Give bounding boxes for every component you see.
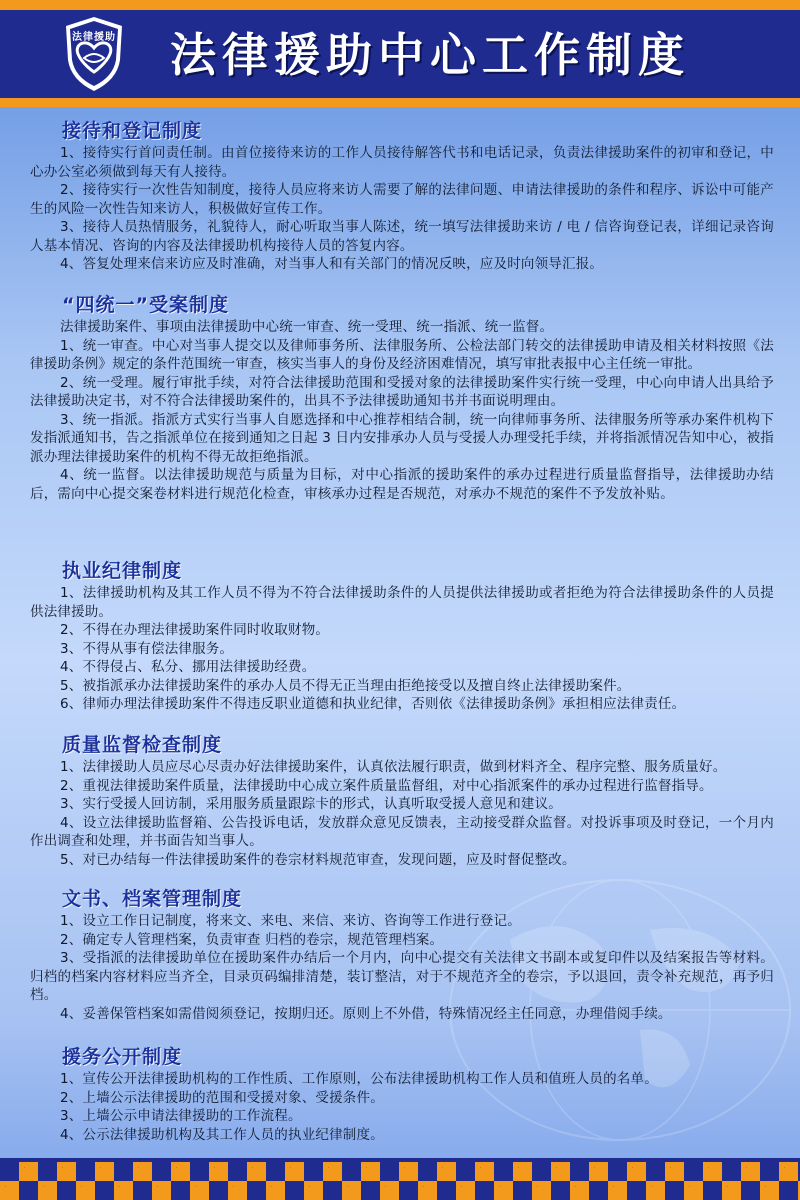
paragraph: 3、受指派的法律援助单位在援助案件办结后一个月内，向中心提交有关法律文书副本或复印件以及结案报告等材料。归档的档案内容材料应当齐全，目录页码编排清楚，装订整洁，对于不规范齐全的卷宗，予以退回，责令补充规范，再予归档。 [30, 950, 774, 1003]
paragraph: 4、设立法律援助监督箱、公告投诉电话，发放群众意见反馈表，主动接受群众监督。对投诉事项及时登记，一个月内作出调查和处理，并书面告知当事人。 [30, 814, 774, 849]
legal-aid-shield-icon [62, 14, 126, 94]
paragraph: 2、上墙公示法律援助的范围和受援对象、受援条件。 [60, 1089, 384, 1106]
paragraph: 3、实行受援人回访制，采用服务质量跟踪卡的形式，认真听取受援人意见和建议。 [60, 796, 562, 812]
paragraph: 4、统一监督。以法律援助规范与质量为目标，对中心指派的援助案件的承办过程进行质量监督指导，法律援助办结后，需向中心提交案卷材料进行规范化检查，审核承办过程是否规范，对承办不规范的案件不予发放补贴。 [30, 467, 774, 502]
section-title: 执业纪律制度 [62, 560, 183, 582]
section-title: 质量监督检查制度 [62, 734, 223, 756]
section-discipline [0, 558, 800, 714]
paragraph: 2、重视法律援助案件质量，法律援助中心成立案件质量监督组，对中心指派案件的承办过程进行监督指导。 [60, 777, 713, 794]
paragraph: 3、统一指派。指派方式实行当事人自愿选择和中心推荐相结合制，统一向律师事务所、法律服务所等承办案件机构下发指派通知书，告之指派单位在接到通知之日起 3 日内安排承办人员与受援人办理受托手续，并将指派情况告知中心，被指派办理法律援助案件的机构不得无故拒绝指派。 [30, 411, 774, 465]
section-title: “四统一”受案制度 [62, 294, 229, 316]
paragraph: 4、答复处理来信来访应及时准确，对当事人和有关部门的情况反映，应及时向领导汇报。 [60, 256, 604, 272]
paragraph: 1、设立工作日记制度，将来文、来电、来信、来访、咨询等工作进行登记。 [60, 913, 521, 929]
paragraph: 2、统一受理。履行审批手续，对符合法律援助范围和受援对象的法律援助案件实行统一受理，中心向申请人出具给予法律援助决定书，对不符合法律援助案件的，出具不予法律援助通知书并书面说明理由。 [30, 374, 774, 409]
header-banner [0, 10, 800, 107]
paragraph: 2、确定专人管理档案，负责审查 归档的卷宗，规范管理档案。 [60, 931, 444, 948]
section-reception [0, 118, 800, 274]
logo-text: 法律援助 [72, 32, 116, 43]
section-title: 文书、档案管理制度 [62, 888, 243, 910]
top-accent-stripe [0, 0, 800, 10]
paragraph: 5、对已办结每一件法律援助案件的卷宗材料规范审查，发现问题，应及时督促整改。 [60, 851, 576, 868]
paragraph: 4、妥善保管档案如需借阅须登记，按期归还。原则上不外借，特殊情况经主任同意，办理借阅手续。 [60, 1005, 672, 1022]
paragraph: 6、律师办理法律援助案件不得违反职业道德和执业纪律，否则依《法律援助条例》承担相应法律责任。 [60, 696, 686, 712]
paragraph: 3、接待人员热情服务，礼貌待人，耐心听取当事人陈述，统一填写法律援助来访 / 电 / 信咨询登记表，详细记录咨询人基本情况、咨询的内容及法律援助机构接待人员的答复内容。 [30, 219, 774, 254]
section-archives [0, 886, 800, 1023]
paragraph: 2、接待实行一次性告知制度，接待人员应将来访人需要了解的法律问题、申请法律援助的条件和程序、诉讼中可能产生的风险一次性告知来访人，积极做好宣传工作。 [30, 182, 774, 217]
paragraph: 1、宣传公开法律援助机构的工作性质、工作原则，公布法律援助机构工作人员和值班人员的名单。 [60, 1071, 658, 1087]
section-title: 援务公开制度 [62, 1046, 183, 1068]
section-four-unified [0, 292, 800, 503]
paragraph: 2、不得在办理法律援助案件同时收取财物。 [60, 622, 330, 638]
paragraph: 3、上墙公示申请法律援助的工作流程。 [60, 1108, 302, 1124]
paragraph: 1、法律援助机构及其工作人员不得为不符合法律援助条件的人员提供法律援助或者拒绝为符合法律援助条件的人员提供法律援助。 [30, 585, 774, 620]
checkered-footer-band [0, 1162, 800, 1200]
paragraph: 3、不得从事有偿法律服务。 [60, 640, 234, 657]
section-public-disclosure [0, 1044, 684, 1144]
paragraph: 4、不得侵占、私分、挪用法律援助经费。 [60, 659, 316, 675]
page-title: 法律援助中心工作制度 [170, 28, 690, 82]
paragraph: 法律援助案件、事项由法律援助中心统一审查、统一受理、统一指派、统一监督。 [60, 319, 554, 335]
paragraph: 1、法律援助人员应尽心尽责办好法律援助案件，认真依法履行职责，做到材料齐全、程序完整、服务质量好。 [60, 759, 727, 775]
paragraph: 1、统一审查。中心对当事人提交以及律师事务所、法律服务所、公检法部门转交的法律援助申请及相关材料按照《法律援助条例》规定的条件范围统一审查，核实当事人的身份及经济困难情况，填写审批表报中心主任统一审批。 [30, 337, 774, 372]
paragraph: 4、公示法律援助机构及其工作人员的执业纪律制度。 [60, 1126, 384, 1143]
paragraph: 5、被指派承办法律援助案件的承办人员不得无正当理由拒绝接受以及擅自终止法律援助案件。 [60, 677, 631, 694]
section-quality-supervision [0, 732, 800, 869]
section-title: 接待和登记制度 [62, 120, 203, 142]
paragraph: 1、接待实行首问责任制。由首位接待来访的工作人员接待解答代书和电话记录，负责法律援助案件的初审和登记，中心办公室必须做到每天有人接待。 [30, 145, 774, 180]
